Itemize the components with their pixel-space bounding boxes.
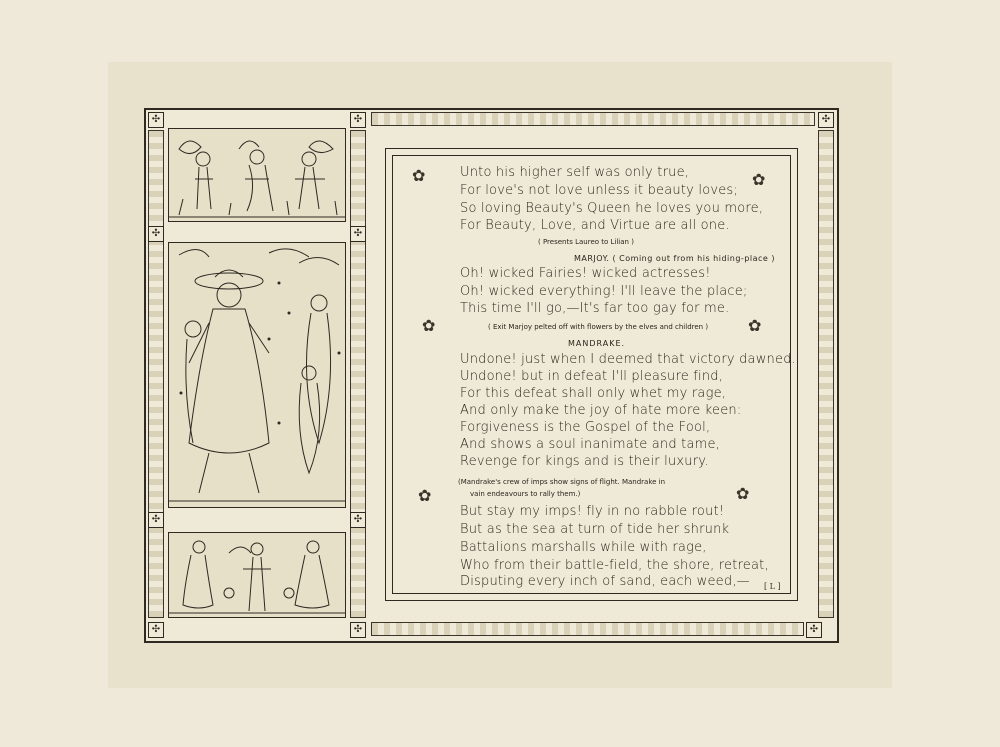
stage-direction: (Mandrake's crew of imps show signs of flight. Mandrake in: [458, 478, 666, 486]
children-dancing-illustration: [169, 533, 346, 618]
floral-rosette-icon: ✿: [412, 166, 426, 185]
page-mark: [ L ]: [764, 582, 781, 591]
stage-direction: vain endeavours to rally them.): [470, 490, 581, 498]
quatrefoil-icon: ✣: [350, 226, 366, 242]
stage-direction: ( Exit Marjoy pelted off with flowers by the elves and children ): [488, 323, 709, 331]
quatrefoil-icon: ✣: [350, 112, 366, 128]
illustration-middle-marjoy: [168, 242, 346, 508]
verse-line: For Beauty, Love, and Virtue are all one.: [460, 218, 730, 233]
verse-line: Disputing every inch of sand, each weed,—: [460, 574, 750, 589]
verse-line: Undone! just when I deemed that victory dawned.: [460, 352, 796, 367]
verse-line: Battalions marshalls while with rage,: [460, 540, 707, 555]
verse-line: So loving Beauty's Queen he loves you more,: [460, 201, 764, 216]
verse-line: Forgiveness is the Gospel of the Fool,: [460, 420, 711, 435]
floral-rosette-icon: ✿: [422, 316, 436, 335]
cherubs-dancing-illustration: [169, 129, 346, 222]
stage-direction: ( Presents Laureo to Lilian ): [538, 238, 634, 246]
verse-line: And shows a soul inanimate and tame,: [460, 437, 721, 452]
top-border-band: [371, 112, 815, 126]
quatrefoil-icon: ✣: [350, 622, 366, 638]
quatrefoil-icon: ✣: [148, 622, 164, 638]
bottom-border-band: [371, 622, 804, 636]
verse-line: For this defeat shall only whet my rage,: [460, 386, 727, 401]
floral-rosette-icon: ✿: [418, 486, 432, 505]
illustration-top-cherubs: [168, 128, 346, 222]
verse-line: But stay my imps! fly in no rabble rout!: [460, 504, 725, 519]
right-border-band: [818, 130, 834, 618]
left-border-band: [148, 130, 164, 618]
verse-line: Undone! but in defeat I'll pleasure find,: [460, 369, 724, 384]
middle-border-band: [350, 130, 366, 618]
speaker-name: MARJOY. ( Coming out from his hiding-place ): [574, 254, 775, 263]
figure-pelted-with-flowers-illustration: [169, 243, 346, 508]
illustration-bottom-dancers: [168, 532, 346, 618]
quatrefoil-icon: ✣: [148, 512, 164, 528]
verse-line: For love's not love unless it beauty loves;: [460, 183, 738, 198]
verse-line: Oh! wicked everything! I'll leave the place;: [460, 284, 748, 299]
verse-line: But as the sea at turn of tide her shrunk: [460, 522, 730, 537]
quatrefoil-icon: ✣: [148, 112, 164, 128]
verse-line: And only make the joy of hate more keen:: [460, 403, 742, 418]
verse-line: Revenge for kings and is their luxury.: [460, 454, 709, 469]
quatrefoil-icon: ✣: [148, 226, 164, 242]
verse-line: Unto his higher self was only true,: [460, 165, 690, 180]
quatrefoil-icon: ✣: [818, 112, 834, 128]
floral-rosette-icon: ✿: [748, 316, 762, 335]
floral-rosette-icon: ✿: [752, 170, 766, 189]
verse-line: Who from their battle-field, the shore, retreat,: [460, 558, 769, 573]
quatrefoil-icon: ✣: [806, 622, 822, 638]
verse-line: This time I'll go,—It's far too gay for me.: [460, 301, 730, 316]
speaker-name: MANDRAKE.: [568, 339, 626, 348]
verse-line: Oh! wicked Fairies! wicked actresses!: [460, 266, 711, 281]
floral-rosette-icon: ✿: [736, 484, 750, 503]
quatrefoil-icon: ✣: [350, 512, 366, 528]
